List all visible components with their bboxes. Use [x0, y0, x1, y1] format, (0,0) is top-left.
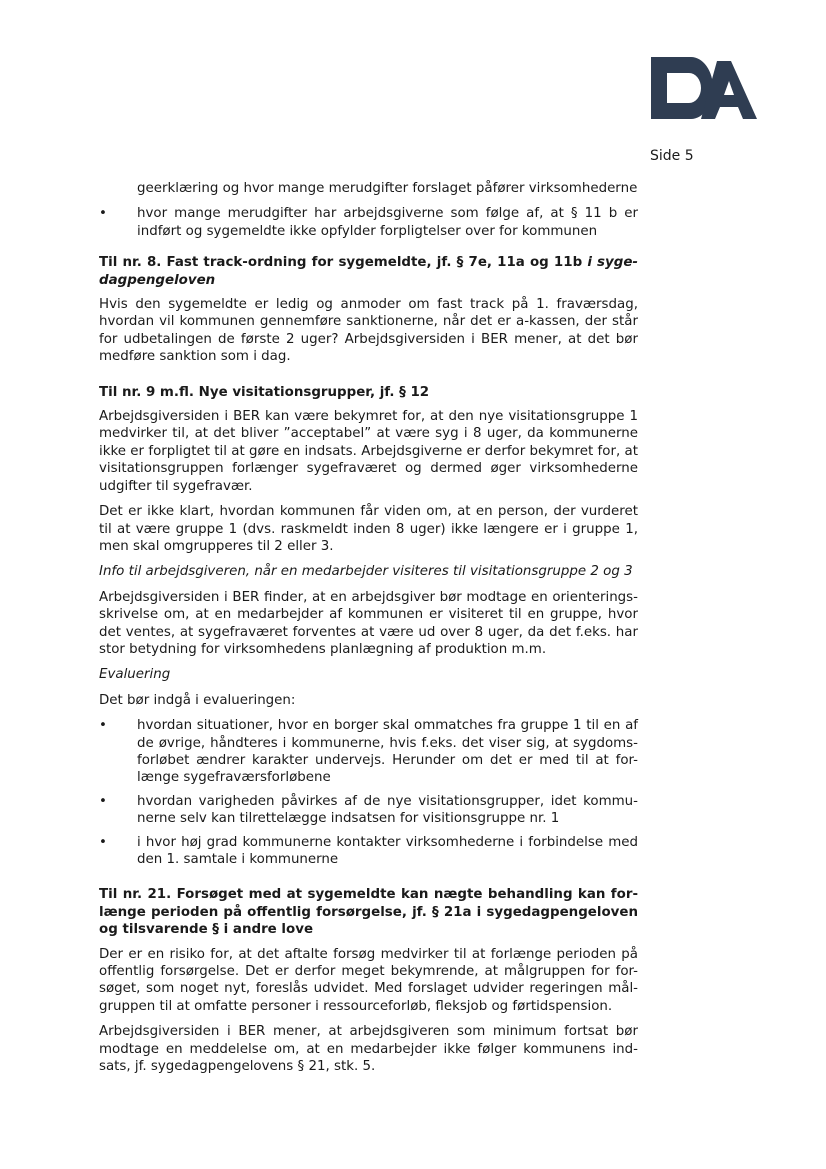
list-item: geerklæring og hvor mange merudgifter forslaget påfører virksomhederne	[137, 181, 638, 196]
paragraph: Der er en risiko for, at det aftalte forsøg medvirker til at forlænge perioden på offentlig forsørgelse. Det er derfor meget bekymrende, at målgruppen for for-søget, som noget nyt, foreslås udvidet. Med forslaget udvider regeringen mål-gruppen til at omfatte personer i ressourceforløb, fleksjob og førtidspension.	[99, 946, 638, 1014]
section-heading-21: Til nr. 21. Forsøget med at sygemeldte kan nægte behandling kan for-længe perioden på offentlig forsørgelse, jf. § 21a i sygedagpengeloven og tilsvarende § i andre love	[99, 887, 638, 938]
list-item: • hvordan situationer, hvor en borger skal ommatches fra gruppe 1 til en af de øvrige, håndteres i kommunerne, hvis f.eks. det viser sig, at sygdoms-forløbet ændrer karakter undervejs. Herunder om det er med til at for-længe sygefraværsforløbene	[99, 717, 638, 787]
section-heading-8	[99, 254, 638, 289]
paragraph: Arbejdsgiversiden i BER mener, at arbejdsgiveren som minimum fortsat bør modtage en meddelelse om, at en medarbejder ikke følger kommunens ind-sats, jf. sygedagpengelovens § 21, stk. 5.	[99, 1024, 638, 1075]
paragraph: Det bør indgå i evalueringen:	[99, 692, 296, 708]
section-heading-9: Til nr. 9 m.fl. Nye visitationsgrupper, jf. § 12	[99, 384, 430, 400]
heading-italic-text: i syge-dagpengeloven	[99, 255, 638, 288]
bullet-list	[99, 717, 638, 868]
page-number: Side 5	[650, 148, 694, 164]
paragraph: Arbejdsgiversiden i BER kan være bekymret for, at den nye visitationsgruppe 1 medvirker til, at det bliver ”acceptabel” at være syg i 8 uger, da kommunerne ikke er forpligtet til at gøre en indsats. Arbejdsgiverne er derfor bekymret for, at visitationsgruppen forlænger sygefraværet og dermed øger virksomhederne udgifter til sygefravær.	[99, 409, 638, 494]
subheading: Info til arbejdsgiveren, når en medarbejder visiteres til visitationsgruppe 2 og 3	[99, 564, 633, 580]
list-item: • hvor mange merudgifter har arbejdsgiverne som følge af, at § 11 b er indført og sygemeldte ikke opfylder forpligtelser over for kommunen	[99, 205, 638, 240]
subheading: Evaluering	[99, 667, 171, 683]
paragraph: Hvis den sygemeldte er ledig og anmoder om fast track på 1. fraværsdag, hvordan vil kommunen gennemføre sanktionerne, når det er a-kassen, der står for udbetalingen de første 2 uger? Arbejdsgiversiden i BER mener, at det bør medføre sanktion som i dag.	[99, 297, 638, 365]
da-logo-graphic	[651, 57, 759, 119]
paragraph: Det er ikke klart, hvordan kommunen får viden om, at en person, der vurderet til at være gruppe 1 (dvs. raskmeldt inden 8 uger) ikke længere er i gruppe 1, men skal omgrupperes til 2 eller 3.	[99, 504, 638, 554]
document-body	[99, 180, 638, 1083]
bullet-list	[99, 205, 638, 240]
list-item: • i hvor høj grad kommunerne kontakter virksomhederne i forbindelse med den 1. samtale i kommunerne	[99, 834, 638, 869]
list-item: • hvordan varigheden påvirkes af de nye visitationsgrupper, idet kommu-nerne selv kan tilrettelægge indsatsen for visitionsgruppe nr. 1	[99, 793, 638, 828]
da-logo	[651, 57, 759, 119]
paragraph: Arbejdsgiversiden i BER finder, at en arbejdsgiver bør modtage en orienterings-skrivelse om, at en medarbejder af kommunen er visiteret til en gruppe, hvor det ventes, at sygefraværet forventes at være ud over 8 uger, da det f.eks. har stor betydning for virksomhedens planlægning af produktion m.m.	[99, 589, 638, 657]
heading-text: Til nr. 8. Fast track-ordning for sygemeldte, jf. § 7e, 11a og 11b	[99, 255, 588, 271]
continued-bullet-list	[99, 180, 638, 197]
